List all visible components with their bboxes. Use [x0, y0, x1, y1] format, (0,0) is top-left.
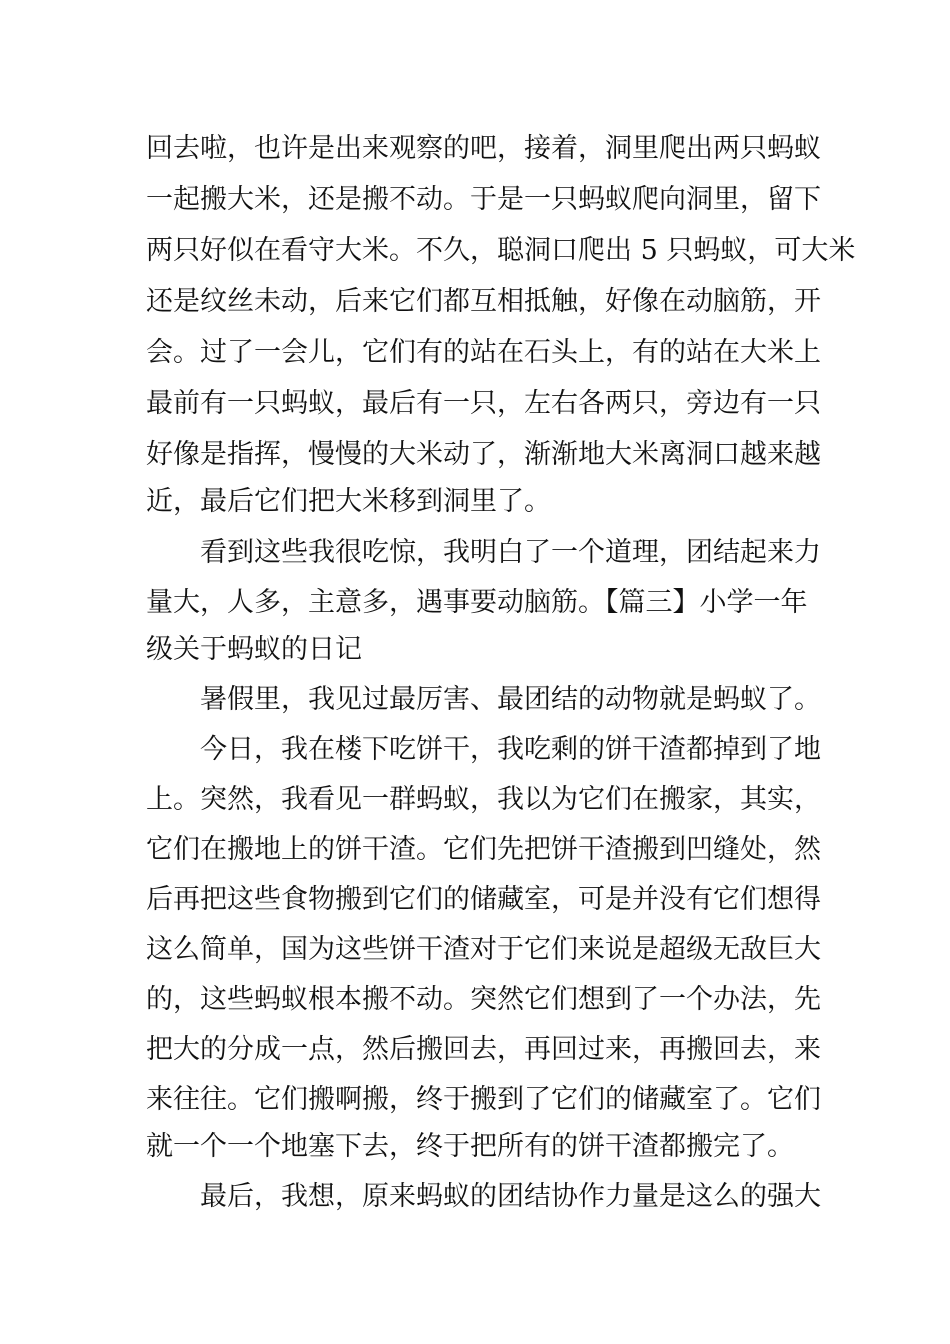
- text-line-16: 后再把这些食物搬到它们的储藏室，可是并没有它们想得: [146, 884, 821, 915]
- text-line-7: 好像是指挥，慢慢的大米动了，渐渐地大米离洞口越来越: [146, 439, 821, 470]
- text-line-21: 就一个一个地塞下去，终于把所有的饼干渣都搬完了。: [146, 1131, 794, 1162]
- text-line-10: 量大，人多，主意多，遇事要动脑筋。【篇三】小学一年: [146, 587, 808, 618]
- text-line-6: 最前有一只蚂蚁，最后有一只，左右各两只，旁边有一只: [146, 388, 821, 419]
- text-line-11: 级关于蚂蚁的日记: [146, 634, 362, 665]
- text-line-9: 看到这些我很吃惊，我明白了一个道理，团结起来力: [200, 537, 821, 568]
- text-line-17: 这么简单，国为这些饼干渣对于它们来说是超级无敌巨大: [146, 934, 821, 965]
- text-line-5: 会。过了一会儿，它们有的站在石头上，有的站在大米上: [146, 337, 821, 368]
- text-line-1: 回去啦，也许是出来观察的吧，接着，洞里爬出两只蚂蚁: [146, 133, 821, 164]
- text-line-2: 一起搬大米，还是搬不动。于是一只蚂蚁爬向洞里，留下: [146, 184, 821, 215]
- text-line-15: 它们在搬地上的饼干渣。它们先把饼干渣搬到凹缝处，然: [146, 834, 821, 865]
- text-line-19: 把大的分成一点，然后搬回去，再回过来，再搬回去，来: [146, 1034, 821, 1065]
- text-line-8: 近，最后它们把大米移到洞里了。: [146, 486, 551, 517]
- text-line-13: 今日，我在楼下吃饼干，我吃剩的饼干渣都掉到了地: [200, 734, 821, 765]
- text-line-20: 来往往。它们搬啊搬，终于搬到了它们的储藏室了。它们: [146, 1084, 821, 1115]
- text-line-4: 还是纹丝未动，后来它们都互相抵触，好像在动脑筋，开: [146, 286, 821, 317]
- text-line-12: 暑假里，我见过最厉害、最团结的动物就是蚂蚁了。: [200, 684, 821, 715]
- text-line-18: 的，这些蚂蚁根本搬不动。突然它们想到了一个办法，先: [146, 984, 821, 1015]
- text-line-22: 最后，我想，原来蚂蚁的团结协作力量是这么的强大: [200, 1181, 821, 1212]
- text-line-3: 两只好似在看守大米。不久，聪洞口爬出 5 只蚂蚁，可大米: [146, 235, 856, 266]
- text-line-14: 上。突然，我看见一群蚂蚁，我以为它们在搬家，其实，: [146, 784, 821, 815]
